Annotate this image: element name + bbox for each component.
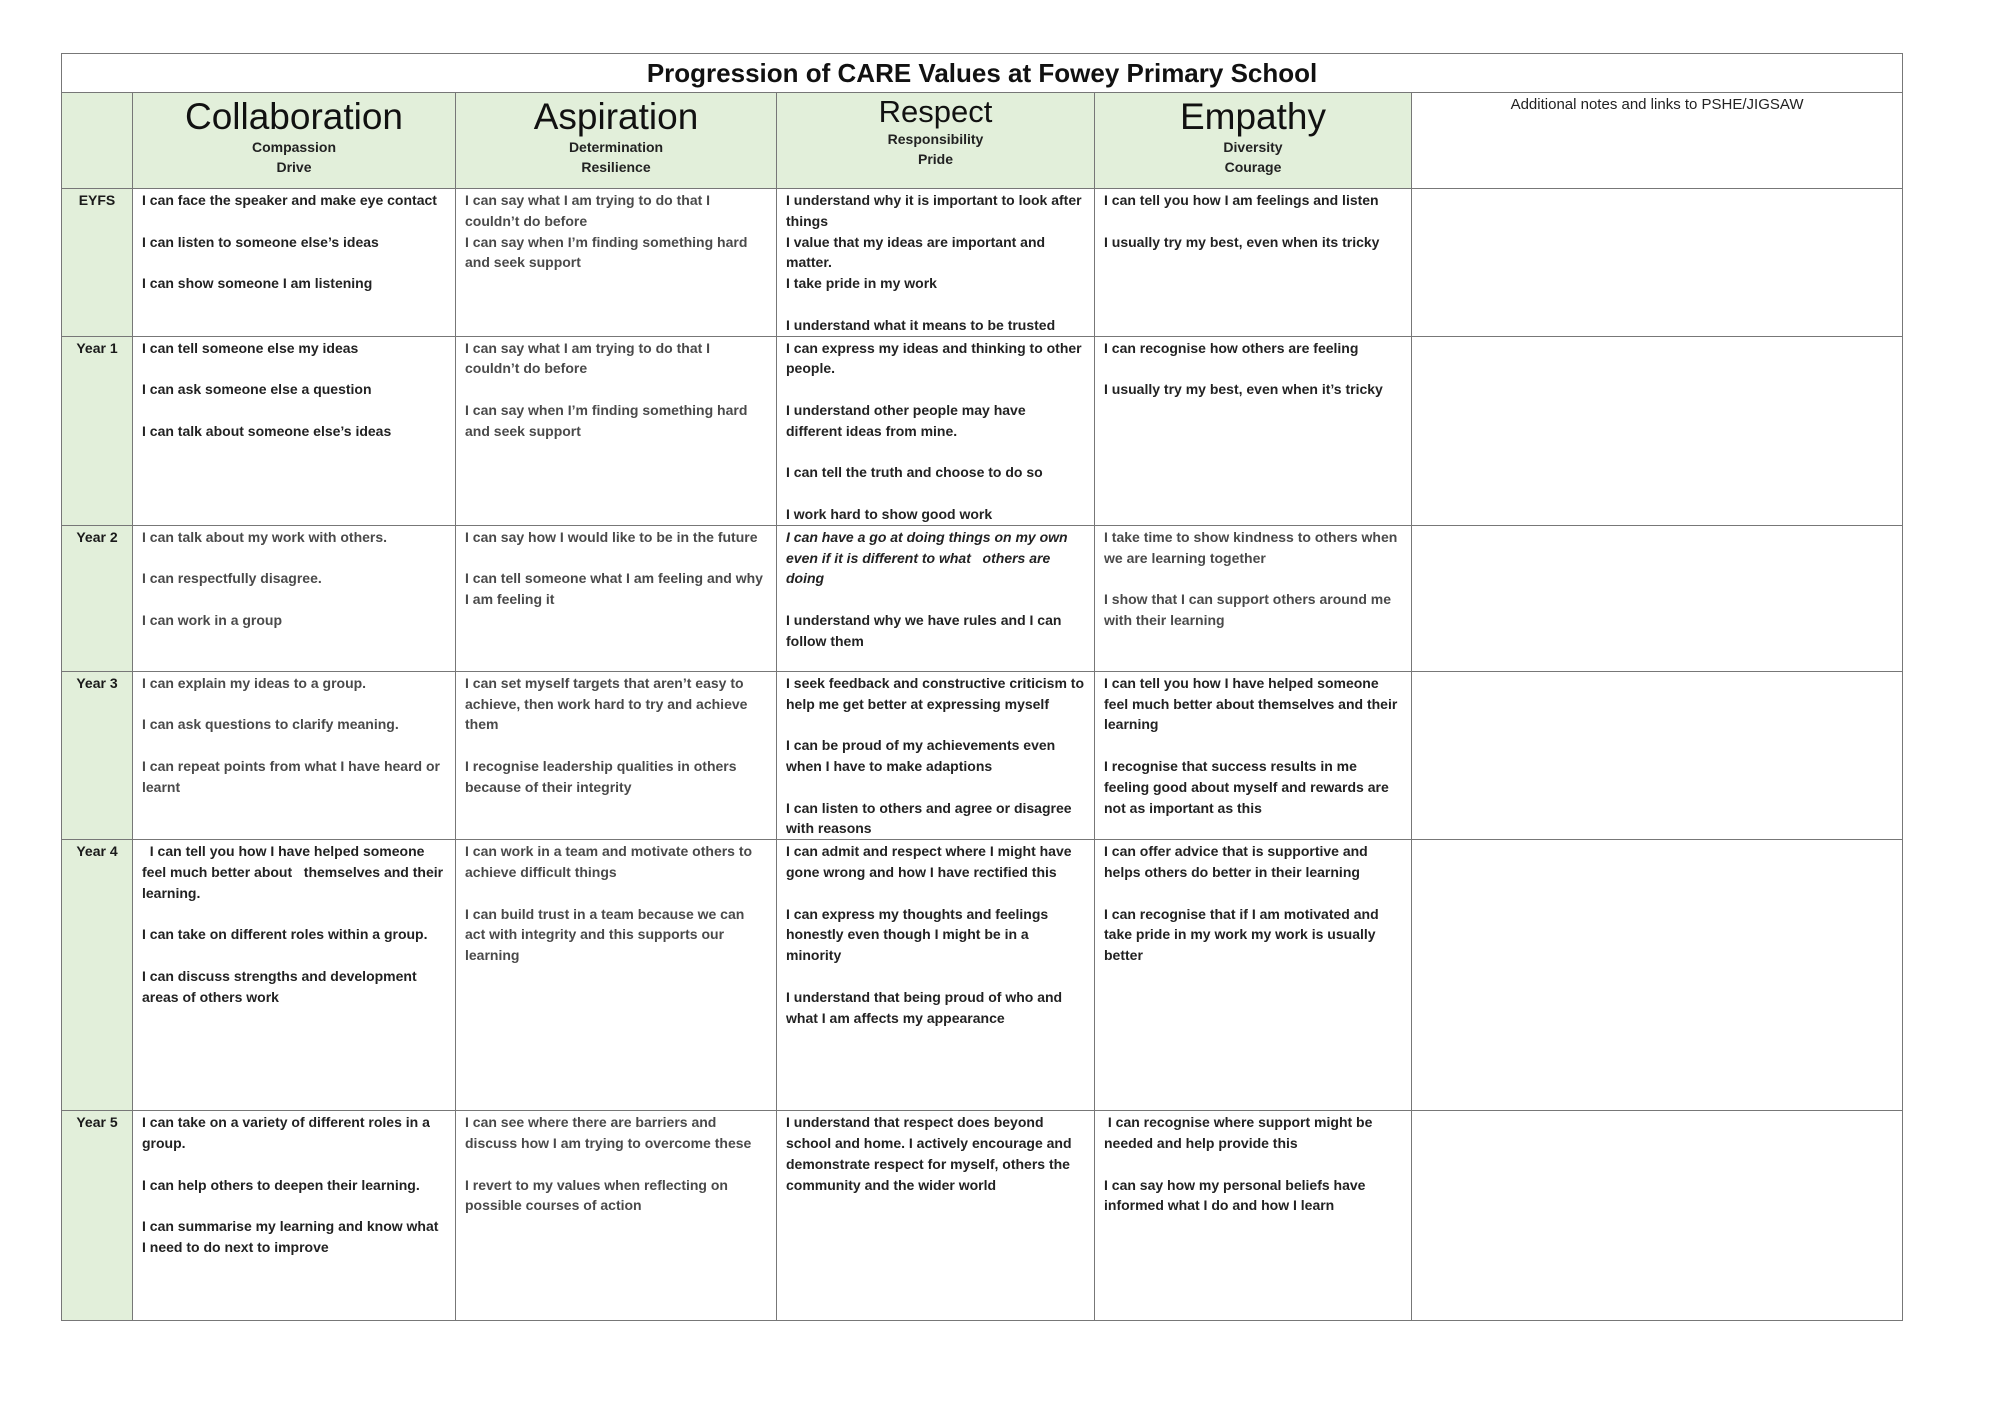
statement: I can be proud of my achievements even when I have to make adaptions bbox=[786, 737, 1060, 774]
statement: I can tell someone else my ideas bbox=[142, 339, 359, 356]
statement: I understand why it is important to look after things bbox=[786, 192, 1086, 229]
cell-collaboration bbox=[133, 189, 456, 337]
cell-aspiration bbox=[456, 189, 777, 337]
cell-aspiration bbox=[456, 1111, 777, 1321]
cell-empathy bbox=[1095, 840, 1412, 1111]
statement: I can respectfully disagree. bbox=[142, 570, 322, 587]
row-label: Year 5 bbox=[62, 1111, 133, 1321]
cell-respect bbox=[777, 1111, 1095, 1321]
statement: I can repeat points from what I have heard or learnt bbox=[142, 757, 444, 795]
statement: I usually try my best, even when it’s tricky bbox=[1104, 381, 1383, 398]
statement: I can recognise how others are feeling bbox=[1104, 339, 1359, 356]
cell-aspiration bbox=[456, 840, 777, 1111]
header-aspiration-sub1: Determination bbox=[568, 139, 664, 155]
cell-empathy bbox=[1095, 336, 1412, 525]
statement: I can say how I would like to be in the future bbox=[465, 528, 758, 545]
statement: I can admit and respect where I might have gone wrong and how I have rectified this bbox=[786, 843, 1076, 880]
statement: I can face the speaker and make eye contact bbox=[142, 192, 437, 208]
statement: I can take on different roles within a group. bbox=[142, 926, 428, 943]
statement: I can take on a variety of different roles in a group. bbox=[142, 1114, 434, 1151]
statement: I understand what it means to be trusted bbox=[786, 316, 1056, 333]
statement: I can explain my ideas to a group. bbox=[142, 674, 367, 691]
statement: I can ask someone else a question bbox=[142, 381, 372, 398]
page-title: Progression of CARE Values at Fowey Primary School bbox=[62, 54, 1903, 93]
cell-respect bbox=[777, 189, 1095, 337]
statement: I can tell you how I have helped someone feel much better about themselves and their learning. bbox=[142, 843, 447, 901]
statement: I understand why we have rules and I can follow them bbox=[786, 611, 1066, 649]
row-label: EYFS bbox=[62, 189, 133, 337]
row-label: Year 3 bbox=[62, 671, 133, 839]
header-aspiration-title: Aspiration bbox=[533, 96, 699, 137]
cell-notes bbox=[1412, 525, 1903, 671]
statement: I can work in a group bbox=[142, 611, 283, 628]
table-row bbox=[62, 671, 1903, 839]
cell-collaboration bbox=[133, 336, 456, 525]
title-row bbox=[62, 54, 1903, 93]
statement: I can show someone I am listening bbox=[142, 275, 373, 292]
header-empathy-sub2: Courage bbox=[1224, 159, 1282, 175]
statement: I usually try my best, even when its tricky bbox=[1104, 233, 1380, 250]
cell-notes bbox=[1412, 840, 1903, 1111]
table-row bbox=[62, 1111, 1903, 1321]
statement: I can tell you how I am feelings and listen bbox=[1104, 192, 1379, 208]
statement: I understand that being proud of who and what I am affects my appearance bbox=[786, 988, 1066, 1026]
statement: I understand that respect does beyond school and home. I actively encourage and demonstrate respect for myself, others the community and the wider world bbox=[786, 1114, 1076, 1193]
statement: I can work in a team and motivate others to achieve difficult things bbox=[465, 843, 756, 880]
statement: I take pride in my work bbox=[786, 275, 937, 292]
cell-collaboration bbox=[133, 840, 456, 1111]
statement: I show that I can support others around me with their learning bbox=[1104, 591, 1395, 628]
statement: I can tell someone what I am feeling and why I am feeling it bbox=[465, 570, 767, 608]
header-collaboration-title: Collaboration bbox=[184, 96, 404, 137]
statement: I can talk about my work with others. bbox=[142, 528, 388, 545]
cell-notes bbox=[1412, 336, 1903, 525]
statement: I recognise leadership qualities in others because of their integrity bbox=[465, 757, 741, 795]
cell-collaboration bbox=[133, 671, 456, 839]
statement: I can express my ideas and thinking to other people. bbox=[786, 339, 1086, 377]
statement: I can say how my personal beliefs have informed what I do and how I learn bbox=[1104, 1176, 1370, 1214]
statement: I can talk about someone else’s ideas bbox=[142, 422, 392, 439]
statement: I revert to my values when reflecting on possible courses of action bbox=[465, 1176, 732, 1214]
header-collaboration bbox=[133, 93, 456, 189]
header-row bbox=[62, 93, 1903, 189]
cell-empathy bbox=[1095, 1111, 1412, 1321]
statement: I can see where there are barriers and discuss how I am trying to overcome these bbox=[465, 1114, 752, 1151]
cell-empathy bbox=[1095, 671, 1412, 839]
statement: I can summarise my learning and know what I need to do next to improve bbox=[142, 1218, 443, 1255]
statement: I can tell you how I have helped someone feel much better about themselves and their learning bbox=[1104, 674, 1402, 733]
header-empathy-sub1: Diversity bbox=[1223, 139, 1283, 155]
table-row bbox=[62, 336, 1903, 525]
statement: I can offer advice that is supportive and helps others do better in their learning bbox=[1104, 843, 1372, 880]
header-aspiration bbox=[456, 93, 777, 189]
statement: I can listen to someone else’s ideas bbox=[142, 233, 379, 250]
header-empathy bbox=[1095, 93, 1412, 189]
statement: I can recognise where support might be needed and help provide this bbox=[1104, 1114, 1377, 1151]
table-row bbox=[62, 189, 1903, 337]
header-respect-sub2: Pride bbox=[917, 151, 953, 167]
statement: I recognise that success results in me feeling good about myself and rewards are not as important as this bbox=[1104, 757, 1393, 816]
header-corner-cell bbox=[62, 93, 133, 189]
cell-collaboration bbox=[133, 525, 456, 671]
row-label: Year 1 bbox=[62, 336, 133, 525]
statement: I can express my thoughts and feelings honestly even though I might be in a minority bbox=[786, 905, 1053, 964]
cell-notes bbox=[1412, 671, 1903, 839]
row-label: Year 2 bbox=[62, 525, 133, 671]
header-collaboration-sub1: Compassion bbox=[251, 139, 336, 155]
cell-respect bbox=[777, 336, 1095, 525]
cell-notes bbox=[1412, 189, 1903, 337]
statement: I can say what I am trying to do that I couldn’t do before bbox=[465, 192, 714, 229]
statement: I can tell the truth and choose to do so bbox=[786, 464, 1043, 481]
statement: I seek feedback and constructive criticism to help me get better at expressing myself bbox=[786, 674, 1088, 712]
cell-respect bbox=[777, 671, 1095, 839]
statement: I can ask questions to clarify meaning. bbox=[142, 716, 399, 733]
statement: I can build trust in a team because we can act with integrity and this supports our learning bbox=[465, 905, 749, 964]
statement: I can say when I’m finding something hard and seek support bbox=[465, 233, 752, 271]
cell-empathy bbox=[1095, 525, 1412, 671]
statement: I can have a go at doing things on my own even if it is different to what others are doing bbox=[786, 528, 1072, 587]
statement: I understand other people may have different ideas from mine. bbox=[786, 401, 1030, 439]
cell-empathy bbox=[1095, 189, 1412, 337]
cell-collaboration bbox=[133, 1111, 456, 1321]
statement: I can say when I’m finding something hard and seek support bbox=[465, 401, 752, 439]
header-collaboration-sub2: Drive bbox=[276, 159, 312, 175]
statement: I work hard to show good work bbox=[786, 505, 993, 522]
header-respect-sub1: Responsibility bbox=[887, 131, 984, 147]
cell-aspiration bbox=[456, 336, 777, 525]
table-row bbox=[62, 840, 1903, 1111]
statement: I can listen to others and agree or disagree with reasons bbox=[786, 799, 1076, 837]
care-values-table bbox=[61, 53, 1903, 1321]
statement: I can set myself targets that aren’t easy to achieve, then work hard to try and achieve them bbox=[465, 674, 752, 733]
cell-respect bbox=[777, 525, 1095, 671]
statement: I can recognise that if I am motivated and take pride in my work my work is usually better bbox=[1104, 905, 1383, 964]
header-notes bbox=[1412, 93, 1903, 189]
cell-respect bbox=[777, 840, 1095, 1111]
statement: I value that my ideas are important and matter. bbox=[786, 233, 1049, 271]
header-respect bbox=[777, 93, 1095, 189]
header-respect-title: Respect bbox=[878, 94, 993, 129]
header-empathy-title: Empathy bbox=[1179, 96, 1326, 137]
statement: I can help others to deepen their learning. bbox=[142, 1176, 420, 1193]
cell-aspiration bbox=[456, 525, 777, 671]
header-aspiration-sub2: Resilience bbox=[581, 159, 651, 175]
cell-notes bbox=[1412, 1111, 1903, 1321]
statement: I can say what I am trying to do that I couldn’t do before bbox=[465, 339, 714, 377]
statement: I can discuss strengths and development areas of others work bbox=[142, 967, 421, 1005]
row-label: Year 4 bbox=[62, 840, 133, 1111]
table-row bbox=[62, 525, 1903, 671]
statement: I take time to show kindness to others when we are learning together bbox=[1104, 528, 1402, 566]
cell-aspiration bbox=[456, 671, 777, 839]
header-notes-label: Additional notes and links to PSHE/JIGSAW bbox=[1510, 96, 1804, 113]
